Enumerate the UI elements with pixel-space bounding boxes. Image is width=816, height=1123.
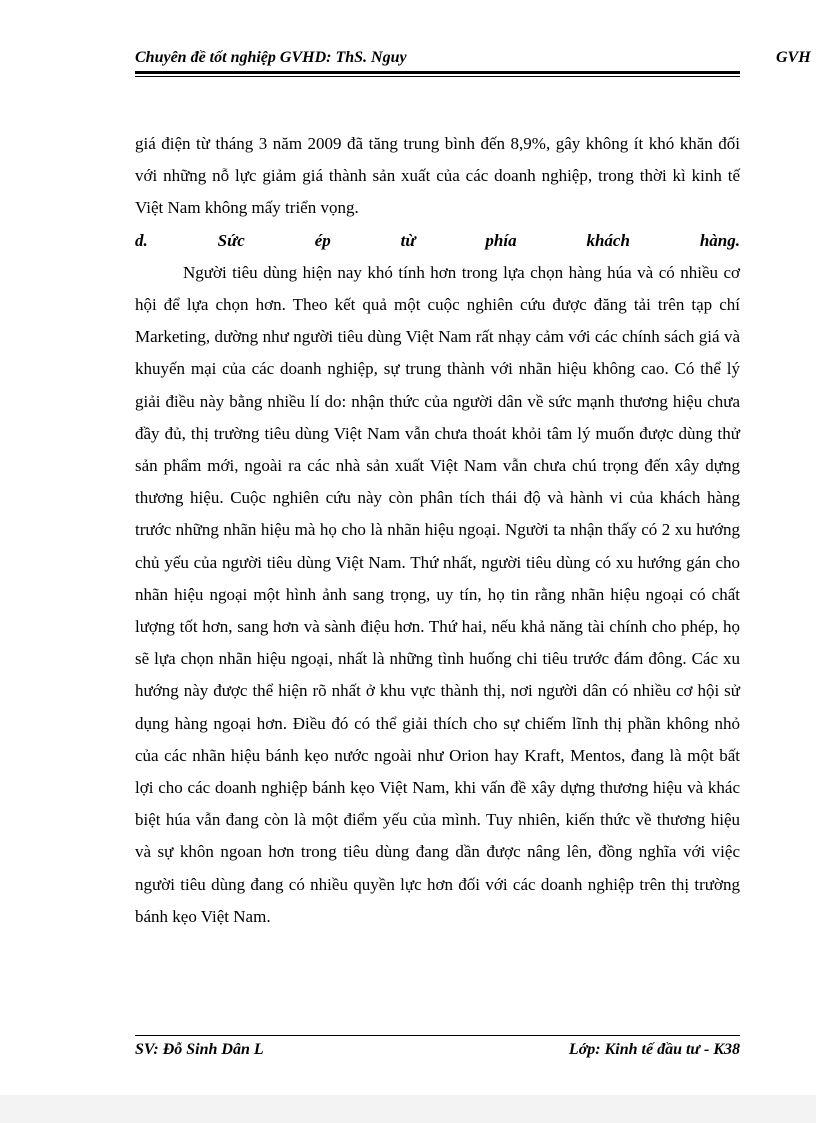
footer-class: Lớp: Kinh tế đầu tư - K38 <box>568 1041 740 1058</box>
header-right-fragment: GVH <box>776 49 811 66</box>
footer-rule <box>135 1035 740 1036</box>
section-heading-word: Sức <box>217 230 245 250</box>
header-rule-thin <box>135 76 740 77</box>
section-heading-word: phía <box>485 230 517 250</box>
header-title: Chuyên đề tốt nghiệp GVHD: ThS. Nguy <box>135 49 407 66</box>
section-heading-word: hàng. <box>699 230 740 250</box>
header-rule-thick <box>135 71 740 74</box>
section-heading-word: d. <box>135 230 148 250</box>
intro-paragraph: giá điện từ tháng 3 năm 2009 đã tăng trung bình đến 8,9%, gây không ít khó khăn đối với những nỗ lực giảm giá thành sản xuất của các doanh nghiệp, trong thời kì kinh tế Việt Nam không mấy triển vọng. <box>135 134 740 218</box>
section-heading <box>135 225 740 257</box>
section-heading-word: khách <box>586 230 630 250</box>
footer-student: SV: Đỗ Sinh Dân L <box>135 1041 264 1058</box>
page-bottom-band <box>0 1095 816 1123</box>
section-heading-word: ép <box>314 230 331 250</box>
main-paragraph: Người tiêu dùng hiện nay khó tính hơn trong lựa chọn hàng húa và có nhiều cơ hội để lựa chọn hơn. Theo kết quả một cuộc nghiên cứu được đăng tải trên tạp chí Marketing, dường như người tiêu dùng Việt Nam rất nhạy cảm với các chính sách giá và khuyến mại của các doanh nghiệp, sự trung thành với nhãn hiệu không cao. Có thể lý giải điều này bằng nhiều lí do: nhận thức của người dân về sức mạnh thương hiệu chưa đầy đủ, thị trường tiêu dùng Việt Nam vẫn chưa thoát khỏi tâm lý muốn được dùng thử sản phẩm mới, ngoài ra các nhà sản xuất Việt Nam vẫn chưa chú trọng đến xây dựng thương hiệu. Cuộc nghiên cứu này còn phân tích thái độ và hành vi của khách hàng trước những nhãn hiệu mà họ cho là nhãn hiệu ngoại. Người ta nhận thấy có 2 xu hướng chủ yếu của người tiêu dùng Việt Nam. Thứ nhất, người tiêu dùng có xu hướng gán cho nhãn hiệu ngoại một hình ảnh sang trọng, uy tín, họ tin rằng nhãn hiệu ngoại có chất lượng tốt hơn, sang hơn và sành điệu hơn. Thứ hai, nếu khả năng tài chính cho phép, họ sẽ lựa chọn nhãn hiệu ngoại, nhất là những tình huống chi tiêu trước đám đông. Các xu hướng này được thể hiện rõ nhất ở khu vực thành thị, nơi người dân có nhiều cơ hội sử dụng hàng ngoại hơn. Điều đó có thể giải thích cho sự chiếm lĩnh thị phần không nhỏ của các nhãn hiệu bánh kẹo nước ngoài như Orion hay Kraft, Mentos, đang là một bất lợi cho các doanh nghiệp bánh kẹo Việt Nam, khi vấn đề xây dựng thương hiệu và khác biệt húa vẫn đang còn là một điểm yếu của mình. Tuy nhiên, kiến thức về thương hiệu và sự khôn ngoan hơn trong tiêu dùng đang dần được nâng lên, đồng nghĩa với việc người tiêu dùng đang có nhiều quyền lực hơn đối với các doanh nghiệp trên thị trường bánh kẹo Việt Nam. <box>135 262 740 926</box>
section-heading-word: từ <box>400 230 416 250</box>
body-text <box>135 128 740 933</box>
